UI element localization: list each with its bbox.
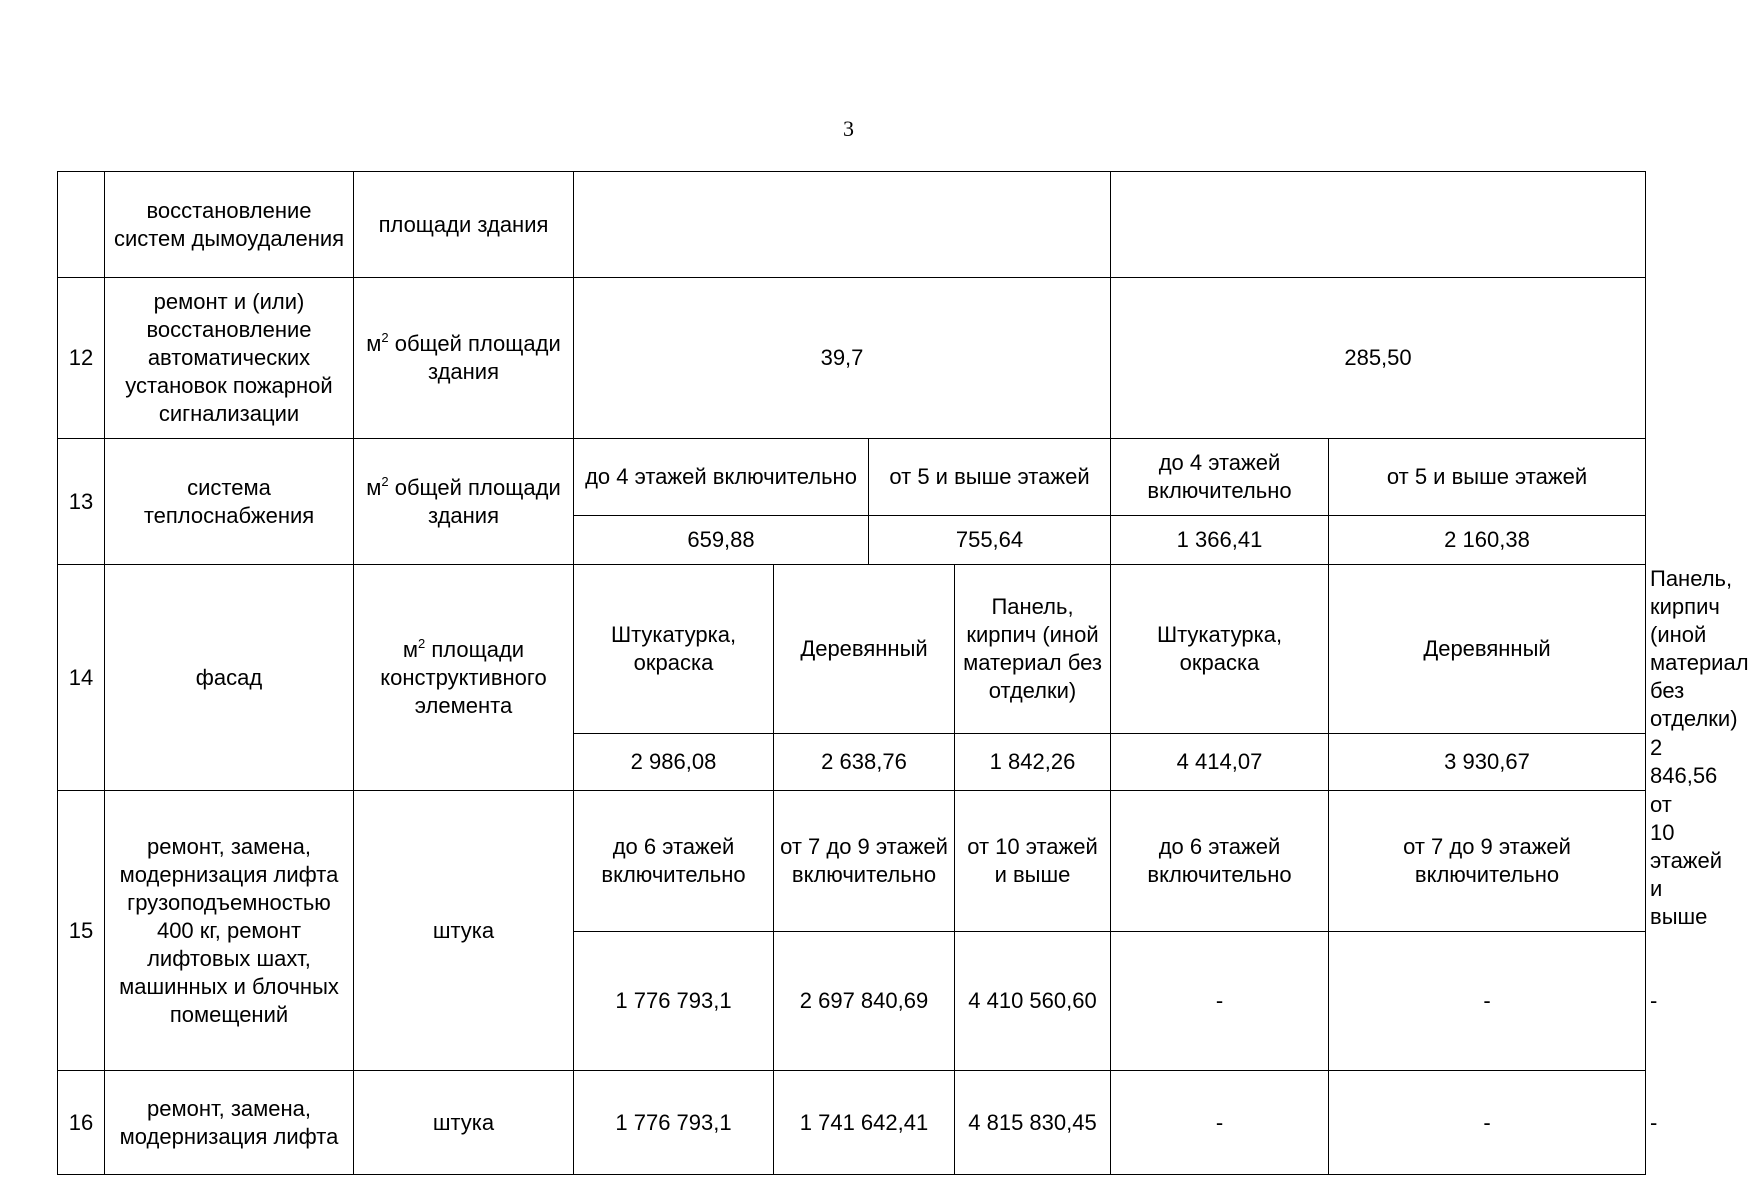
value-cell xyxy=(574,172,1111,278)
work-type: ремонт и (или) восстановление автоматических установок пожарной сигнализации xyxy=(105,278,354,439)
work-type: ремонт, замена, модернизация лифта xyxy=(105,1071,354,1175)
unit-of-measure: $м^2$ общей площади здания xyxy=(354,278,574,439)
subheader-cell: от 7 до 9 этажей включительно xyxy=(774,791,955,932)
value-cell: - xyxy=(1111,1071,1329,1175)
subheader-cell: от 7 до 9 этажей включительно xyxy=(1329,791,1646,932)
table-row: 15 ремонт, замена, модернизация лифта грузоподъемностью 400 кг, ремонт лифтовых шахт, машинных и блочных помещений штука до 6 этажей включительно от 7 до 9 этажей включительно от 10 этажей и выше до 6 этажей включительно от 7 до 9 этажей включительно от 10 этажей и выше xyxy=(58,791,1646,932)
cost-table xyxy=(57,171,1749,1175)
table-row: 2 986,08 2 638,76 1 842,26 4 414,07 3 930,67 2 846,56 xyxy=(58,734,1646,791)
row-number: 14 xyxy=(58,565,105,791)
work-type: ремонт, замена, модернизация лифта грузоподъемностью 400 кг, ремонт лифтовых шахт, машинных и блочных помещений xyxy=(105,791,354,1071)
work-type: восстановление систем дымоудаления xyxy=(105,172,354,278)
table-row: 1 776 793,1 2 697 840,69 4 410 560,60 - - - xyxy=(58,932,1646,1071)
subheader-cell: от 5 и выше этажей xyxy=(1329,439,1646,516)
subheader-cell: до 4 этажей включительно xyxy=(574,439,869,516)
value-cell: 755,64 xyxy=(869,516,1111,565)
unit-of-measure: площади здания xyxy=(354,172,574,278)
row-number: 12 xyxy=(58,278,105,439)
subheader-cell: Деревянный xyxy=(774,565,955,734)
unit-of-measure: $м^2$ общей площади здания xyxy=(354,439,574,565)
work-type: система теплоснабжения xyxy=(105,439,354,565)
value-cell xyxy=(1111,172,1646,278)
table-row xyxy=(58,439,1646,516)
unit-of-measure: $м^2$ площади конструктивного элемента xyxy=(354,565,574,791)
subheader-cell: от 5 и выше этажей xyxy=(869,439,1111,516)
value-cell: 285,50 xyxy=(1111,278,1646,439)
value-cell: - xyxy=(1329,932,1646,1071)
subheader-cell: Штукатурка, окраска xyxy=(1111,565,1329,734)
subheader-cell: Штукатурка, окраска xyxy=(574,565,774,734)
unit-of-measure: штука xyxy=(354,791,574,1071)
row-number: 15 xyxy=(58,791,105,1071)
subheader-cell: Деревянный xyxy=(1329,565,1646,734)
subheader-cell: до 6 этажей включительно xyxy=(1111,791,1329,932)
value-cell: 4 414,07 xyxy=(1111,734,1329,791)
value-cell: 1 366,41 xyxy=(1111,516,1329,565)
value-cell: 1 741 642,41 xyxy=(774,1071,955,1175)
subheader-cell: от 10 этажей и выше xyxy=(955,791,1111,932)
table-row xyxy=(58,278,1646,439)
value-cell: - xyxy=(1111,932,1329,1071)
unit-of-measure: штука xyxy=(354,1071,574,1175)
value-cell: 1 842,26 xyxy=(955,734,1111,791)
value-cell: 659,88 xyxy=(574,516,869,565)
value-cell: - xyxy=(1329,1071,1646,1175)
value-cell: 4 815 830,45 xyxy=(955,1071,1111,1175)
subheader-cell: до 4 этажей включительно xyxy=(1111,439,1329,516)
table-row xyxy=(58,172,1646,278)
value-cell: 4 410 560,60 xyxy=(955,932,1111,1071)
value-cell: 2 986,08 xyxy=(574,734,774,791)
value-cell: 2 160,38 xyxy=(1329,516,1646,565)
row-number: 16 xyxy=(58,1071,105,1175)
row-number: 13 xyxy=(58,439,105,565)
table-row: 16 ремонт, замена, модернизация лифта штука 1 776 793,1 1 741 642,41 4 815 830,45 - - - xyxy=(58,1071,1646,1175)
value-cell: 2 638,76 xyxy=(774,734,955,791)
value-cell: 3 930,67 xyxy=(1329,734,1646,791)
subheader-cell: до 6 этажей включительно xyxy=(574,791,774,932)
table-row: 14 фасад $м^2$ площади конструктивного элемента Штукатурка, окраска Деревянный Панель, кирпич (иной материал без отделки) Штукатурка, окраска Деревянный Панель, кирпич (иной материал без отделки) xyxy=(58,565,1646,734)
value-cell: 2 697 840,69 xyxy=(774,932,955,1071)
value-cell: 1 776 793,1 xyxy=(574,932,774,1071)
value-cell: 39,7 xyxy=(574,278,1111,439)
value-cell: 1 776 793,1 xyxy=(574,1071,774,1175)
subheader-cell: Панель, кирпич (иной материал без отделки) xyxy=(955,565,1111,734)
row-number xyxy=(58,172,105,278)
page-number: 3 xyxy=(843,116,854,141)
work-type: фасад xyxy=(105,565,354,791)
